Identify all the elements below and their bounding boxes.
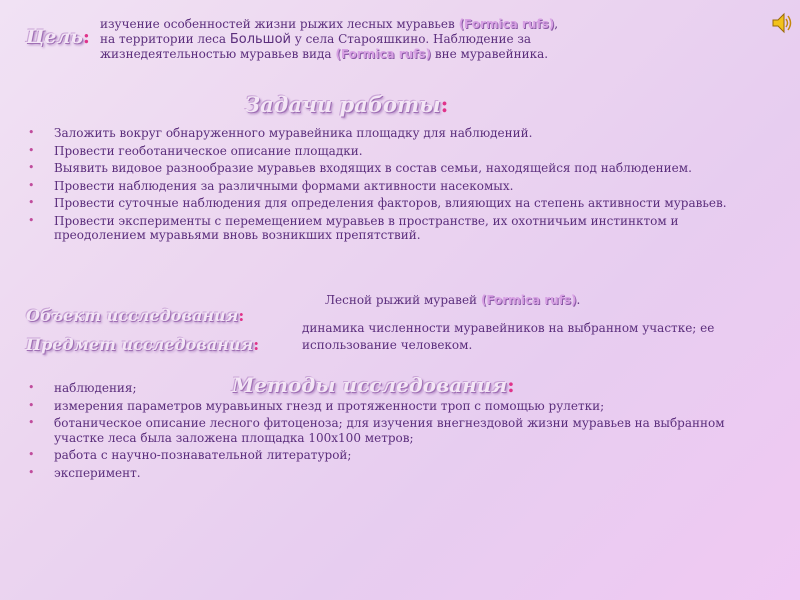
subject-heading: Предмет исследования: xyxy=(26,335,260,354)
list-item: • Провести эксперименты с перемещением муравьев в пространстве, их охотничьим инстинктом и преодолением муравьями вновь возникших препятствий. xyxy=(28,213,679,242)
goal-line-3: жизнедеятельностью муравьев вида (Formica rufs) вне муравейника. xyxy=(100,47,549,61)
goal-heading: Цель: xyxy=(26,26,90,48)
bullet-icon: • xyxy=(28,465,35,479)
list-item: • Выявить видовое разнообразие муравьев входящих в состав семьи, находящейся под наблюдением. xyxy=(28,161,692,175)
goal-latin-name-2: (Formica rufs) xyxy=(335,47,431,61)
tasks-heading-colon: : xyxy=(440,92,449,117)
bullet-icon: • xyxy=(28,213,35,227)
speaker-icon[interactable] xyxy=(771,11,793,35)
list-item: • измерения параметров муравьиных гнезд и протяженности троп с помощью рулетки; xyxy=(28,398,605,413)
bullet-icon: • xyxy=(28,416,35,429)
list-item: • ботаническое описание лесного фитоценоза; для изучения внегнездовой жизни муравьев на выбранном участке леса была заложена площадка 100х100 метров; xyxy=(28,416,725,445)
list-item: • Провести геоботаническое описание площадки. xyxy=(28,143,363,158)
list-item: • Провести наблюдения за различными формами активности насекомых. xyxy=(28,178,514,193)
object-heading: Объект исследования: xyxy=(26,306,245,325)
goal-text xyxy=(100,17,660,62)
subject-value: динамика численности муравейников на выбранном участке; ее использование человеком. xyxy=(302,321,715,352)
tasks-list xyxy=(26,126,766,246)
tasks-heading: Задачи работы: xyxy=(245,92,449,117)
goal-line-1: изучение особенностей жизни рыжих лесных муравьев (Formica rufs), xyxy=(100,17,559,31)
methods-heading-colon: : xyxy=(507,373,515,397)
bullet-icon: • xyxy=(28,161,35,174)
list-item: • Заложить вокруг обнаруженного муравейника площадку для наблюдений. xyxy=(28,126,533,140)
list-item: • наблюдения; xyxy=(28,381,137,395)
bullet-icon: • xyxy=(28,381,35,394)
forest-name: Большой xyxy=(229,32,291,47)
goal-latin-name-1: (Formica rufs) xyxy=(458,17,555,31)
list-item: • работа с научно-познавательной литературой; xyxy=(28,448,352,462)
methods-heading: Методы исследования: xyxy=(232,373,515,397)
bullet-icon: • xyxy=(28,143,35,157)
subject-heading-colon: : xyxy=(253,335,260,354)
goal-heading-colon: : xyxy=(82,26,90,48)
bullet-icon: • xyxy=(28,196,35,209)
list-item: • эксперимент. xyxy=(28,465,141,480)
bullet-icon: • xyxy=(28,398,35,412)
bullet-icon: • xyxy=(28,448,35,461)
bullet-icon: • xyxy=(28,126,35,139)
object-latin-name: (Formica rufs) xyxy=(480,293,577,307)
object-heading-colon: : xyxy=(238,306,245,325)
goal-line-2: на территории леса Большой у села Старояшкино. Наблюдение за xyxy=(100,32,532,47)
list-item: • Провести суточные наблюдения для определения факторов, влияющих на степень активности муравьев. xyxy=(28,196,727,210)
object-value: Лесной рыжий муравей (Formica rufs). xyxy=(325,293,581,307)
bullet-icon: • xyxy=(28,178,35,192)
